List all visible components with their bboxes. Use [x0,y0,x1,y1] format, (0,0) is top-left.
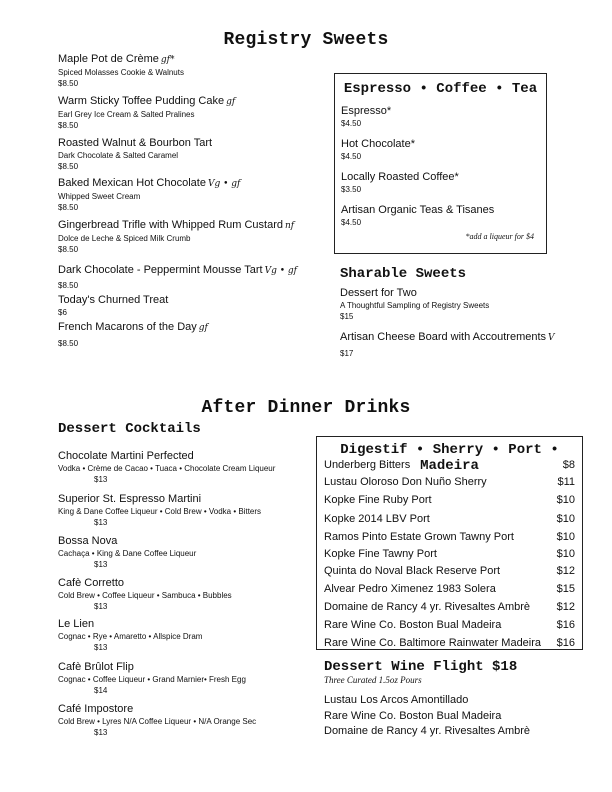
item-price: $13 [94,602,108,611]
drink-name: Kopke Fine Tawny Port [324,548,437,560]
item-name-row [58,95,235,109]
item-price: $8.50 [58,203,79,212]
item-desc: Cachaça • King & Dane Coffee Liqueur [58,549,197,558]
diet-tag: V [548,333,555,343]
item-price: $4.50 [341,152,362,161]
drink-name: Alvear Pedro Ximenez 1983 Solera [324,583,496,595]
drink-price: $12 [556,601,575,613]
diet-tag: gf [226,97,236,107]
item-price: $8.50 [58,121,79,130]
menu-item [341,204,494,228]
drink-row [324,531,575,544]
drink-row [324,548,575,561]
flight-item: Rare Wine Co. Boston Bual Madeira [324,710,502,722]
digestif-list [324,459,575,649]
item-name-row [58,321,208,335]
menu-item [58,577,232,612]
drink-price: $15 [556,583,575,595]
menu-item [58,703,256,738]
item-name: Baked Mexican Hot Chocolate [58,177,206,189]
item-price: $13 [94,475,108,484]
item-price: $6 [58,308,67,317]
drink-row [324,476,575,489]
flight-title: Dessert Wine Flight $18 [324,659,518,675]
item-desc: Whipped Sweet Cream [58,192,141,201]
espresso-box [334,73,547,254]
item-desc: Earl Grey Ice Cream & Salted Pralines [58,110,195,119]
drink-name: Ramos Pinto Estate Grown Tawny Port [324,531,514,543]
menu-item [58,450,275,485]
menu-item [58,321,208,349]
item-name: Cafè Brûlot Flip [58,661,134,673]
item-price: $13 [94,560,108,569]
drink-price: $10 [556,494,575,506]
item-name: Roasted Walnut & Bourbon Tart [58,137,213,149]
drink-price: $10 [556,513,575,525]
item-name: Dessert for Two [340,287,417,299]
menu-item [58,493,261,528]
item-name-row [58,264,297,278]
drink-price: $12 [556,565,575,577]
digestif-title: Digestif • Sherry • Port • Madeira [340,442,559,474]
drink-name: Rare Wine Co. Boston Bual Madeira [324,619,502,631]
item-price: $8.50 [58,339,79,348]
diet-tag: gf* [160,55,175,65]
drink-price: $16 [556,619,575,631]
item-name: Cafè Corretto [58,577,125,589]
item-price: $15 [340,312,354,321]
diet-tag: nf [284,221,295,231]
menu-item [58,95,235,131]
cocktails-title: Dessert Cocktails [58,421,201,437]
item-price: $8.50 [58,162,79,171]
item-desc: Cognac • Coffee Liqueur • Grand Marnier• Fresh Egg [58,675,246,684]
item-price: $17 [340,349,354,358]
drink-name: Lustau Oloroso Don Nuño Sherry [324,476,487,488]
after-dinner-title: After Dinner Drinks [201,398,411,418]
menu-item [58,618,202,653]
diet-tag: Vg • gf [264,266,297,276]
sharable-title: Sharable Sweets [340,266,467,282]
item-price: $13 [94,643,108,652]
item-name-row [58,53,184,67]
item-desc: Dark Chocolate & Salted Caramel [58,151,179,160]
menu-item [58,53,184,89]
item-name: Artisan Cheese Board with Accoutrements [340,331,547,343]
item-name-row [58,219,294,233]
menu-item [58,294,168,318]
item-name-row [58,177,240,191]
espresso-title: Espresso • Coffee • Tea [343,81,538,97]
menu-item [58,137,212,172]
drink-name: Kopke 2014 LBV Port [324,513,430,525]
item-price: $13 [94,728,108,737]
item-desc: A Thoughtful Sampling of Registry Sweets [340,301,490,310]
menu-item [341,138,415,162]
item-name-row [58,294,168,307]
drink-name: Underberg Bitters [324,459,411,471]
item-desc: Cold Brew • Lyres N/A Coffee Liqueur • N/A Orange Sec [58,717,257,726]
item-name: Superior St. Espresso Martini [58,493,202,505]
item-name: Dark Chocolate - Peppermint Mousse Tart [58,264,263,276]
drink-name: Quinta do Noval Black Reserve Port [324,565,501,577]
menu-item [58,535,196,570]
menu-item [58,264,297,291]
item-price: $8.50 [58,79,79,88]
item-price: $13 [94,518,108,527]
registry-title: Registry Sweets [223,30,389,50]
item-name: Chocolate Martini Perfected [58,450,194,462]
drink-row [324,565,575,578]
menu-item [341,105,391,129]
flight-subtitle: Three Curated 1.5oz Pours [324,675,422,685]
item-name: Gingerbread Trifle with Whipped Rum Custard [58,219,283,231]
item-name: Le Lien [58,618,95,630]
item-name: Hot Chocolate* [341,138,415,150]
drink-price: $8 [562,459,575,471]
menu-item [340,287,489,322]
drink-price: $16 [556,637,575,649]
drink-name: Kopke Fine Ruby Port [324,494,432,506]
drink-row [324,459,575,472]
item-desc: Cold Brew • Coffee Liqueur • Sambuca • Bubbles [58,591,232,600]
item-name: French Macarons of the Day [58,321,197,333]
item-name: Locally Roasted Coffee* [341,171,459,183]
item-price: $14 [94,686,108,695]
drink-price: $10 [556,548,575,560]
menu-item [341,171,459,195]
flight-item: Domaine de Rancy 4 yr. Rivesaltes Ambrè [324,725,531,737]
diet-tag: Vg • gf [207,179,241,189]
drink-name: Rare Wine Co. Baltimore Rainwater Madeira [324,637,542,649]
liqueur-note: *add a liqueur for $4 [465,232,534,241]
item-name: Bossa Nova [58,535,118,547]
item-name: Artisan Organic Teas & Tisanes [341,204,495,216]
item-desc: Spiced Molasses Cookie & Walnuts [58,68,184,77]
digestif-box [316,436,583,650]
menu-item [58,219,294,255]
drink-row [324,513,575,526]
item-price: $3.50 [341,185,362,194]
item-desc: King & Dane Coffee Liqueur • Cold Brew • Vodka • Bitters [58,507,262,516]
item-desc: Cognac • Rye • Amaretto • Allspice Dram [58,632,203,641]
item-name: Warm Sticky Toffee Pudding Cake [58,95,225,107]
drink-price: $11 [557,476,575,488]
menu-item [58,177,240,213]
drink-row [324,637,575,650]
flight-item: Lustau Los Arcos Amontillado [324,694,469,706]
item-name: Today's Churned Treat [58,294,169,306]
item-desc: Vodka • Crème de Cacao • Tuaca • Chocolate Cream Liqueur [58,464,276,473]
item-price: $4.50 [341,218,362,227]
drink-row [324,494,575,507]
item-name: Maple Pot de Crème [58,53,159,65]
drink-row [324,619,575,632]
menu-item [340,331,555,359]
item-name-row [340,331,555,345]
drink-name: Domaine de Rancy 4 yr. Rivesaltes Ambrè [324,601,531,613]
item-name: Espresso* [341,105,392,117]
item-name-row [58,137,212,150]
item-name: Café Impostore [58,703,134,715]
drink-row [324,601,575,614]
item-price: $4.50 [341,119,362,128]
item-desc: Dolce de Leche & Spiced Milk Crumb [58,234,191,243]
drink-price: $10 [556,531,575,543]
diet-tag: gf [198,323,208,333]
item-price: $8.50 [58,245,79,254]
menu-item [58,661,246,696]
item-price: $8.50 [58,281,79,290]
drink-row [324,583,575,596]
